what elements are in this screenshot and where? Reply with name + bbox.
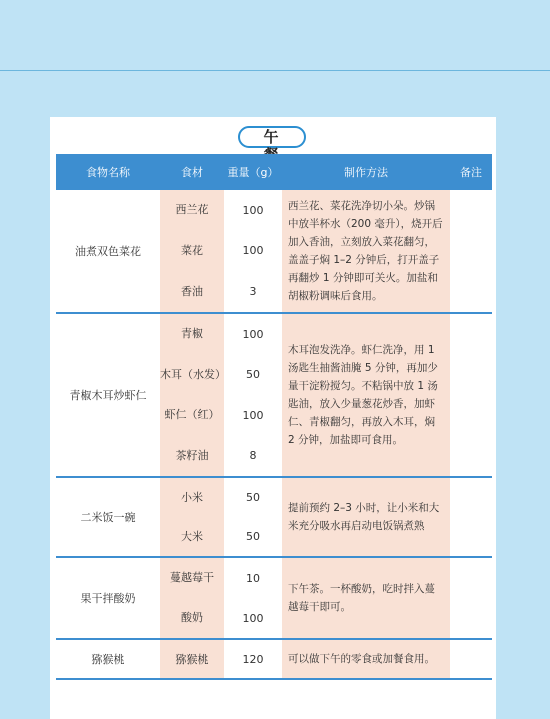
- ingredient-item: 虾仁（红）: [164, 408, 220, 422]
- ingredient-item: 青椒: [181, 327, 203, 341]
- method-cell: 提前预约 2–3 小时，让小米和大米充分吸水再启动电饭锅煮熟: [282, 477, 450, 557]
- header-method: 制作方法: [282, 154, 450, 190]
- weight-cell: [224, 477, 282, 557]
- note-cell: [450, 313, 492, 477]
- header-ingredient: 食材: [160, 154, 224, 190]
- ingredient-item: 茶籽油: [175, 448, 209, 462]
- food-name-cell: 油煮双色菜花: [56, 190, 160, 313]
- weight-cell: [224, 557, 282, 639]
- ingredient-item: 香油: [181, 284, 203, 298]
- food-name-cell: 猕猴桃: [56, 639, 160, 679]
- ingredient-cell: [160, 477, 224, 557]
- section-title: 午: [238, 126, 306, 148]
- note-cell: [450, 639, 492, 679]
- table-header-row: [56, 154, 492, 190]
- ingredient-cell: 猕猴桃: [160, 639, 224, 679]
- table-row: [56, 190, 492, 313]
- food-name-cell: 果干拌酸奶: [56, 557, 160, 639]
- method-cell: 可以做下午的零食或加餐食用。: [282, 639, 450, 679]
- table-row: [56, 639, 492, 679]
- header-weight: 重量（g）: [224, 154, 282, 190]
- ingredient-item: 西兰花: [175, 203, 209, 217]
- weight-cell: [224, 190, 282, 313]
- ingredient-cell: [160, 190, 224, 313]
- ingredient-cell: [160, 313, 224, 477]
- method-cell: 西兰花、菜花洗净切小朵。炒锅中放半杯水（200 毫升），烧开后加入香油，立刻放入菜花翻匀，盖盖子焖 1–2 分钟后，打开盖子再翻炒 1 分钟即可关火。加盐和胡椒粉调味后食用。: [282, 190, 450, 313]
- note-cell: [450, 477, 492, 557]
- weight-item: 3: [249, 285, 257, 299]
- weight-item: 100: [242, 203, 264, 217]
- table-row: [56, 557, 492, 639]
- weight-item: 100: [242, 611, 264, 625]
- weight-item: 50: [246, 368, 260, 382]
- weight-item: 50: [246, 491, 260, 504]
- weight-item: 8: [249, 449, 257, 463]
- header-food-name: 食物名称: [56, 154, 160, 190]
- weight-item: 100: [242, 327, 264, 341]
- method-cell: 木耳泡发洗净。虾仁洗净，用 1 汤匙生抽酱油腌 5 分钟，再加少量干淀粉搅匀。不粘锅中放 1 汤匙油，放入少量葱花炒香，加虾仁、青椒翻匀，再放入木耳，焖 2 分钟，加盐即可食用。: [282, 313, 450, 477]
- weight-cell: 120: [224, 639, 282, 679]
- ingredient-item: 酸奶: [181, 611, 203, 624]
- weight-item: 100: [242, 244, 264, 258]
- method-cell: 下午茶。一杯酸奶，吃时拌入蔓越莓干即可。: [282, 557, 450, 639]
- ingredient-item: 蔓越莓干: [170, 571, 214, 584]
- weight-cell: [224, 313, 282, 477]
- header-divider: [0, 70, 550, 71]
- header-note: 备注: [450, 154, 492, 190]
- table-row: [56, 477, 492, 557]
- ingredient-item: 木耳（水发）: [160, 367, 226, 381]
- ingredient-item: 菜花: [181, 243, 203, 257]
- ingredient-item: 小米: [181, 490, 203, 504]
- note-cell: [450, 557, 492, 639]
- weight-item: 10: [246, 571, 260, 585]
- food-name-cell: 青椒木耳炒虾仁: [56, 313, 160, 477]
- food-name-cell: 二米饭一碗: [56, 477, 160, 557]
- table-row: [56, 313, 492, 477]
- ingredient-item: 大米: [181, 529, 203, 543]
- note-cell: [450, 190, 492, 313]
- ingredient-cell: [160, 557, 224, 639]
- weight-item: 100: [242, 408, 264, 422]
- weight-item: 50: [246, 530, 260, 543]
- lunch-table: [56, 154, 492, 680]
